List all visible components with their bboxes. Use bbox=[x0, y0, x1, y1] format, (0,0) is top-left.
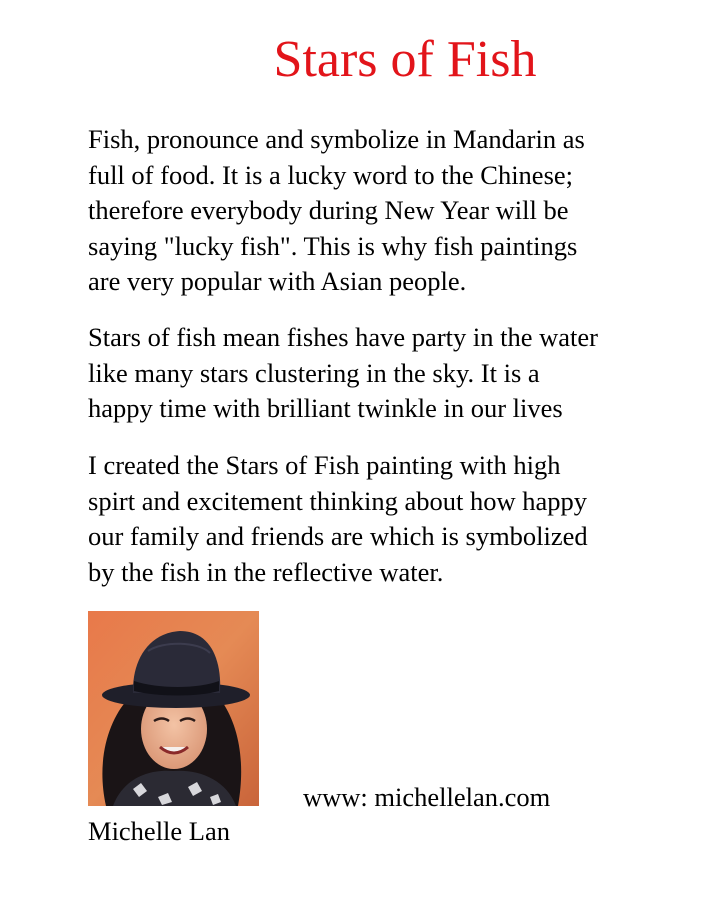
paragraph-line: therefore everybody during New Year will be bbox=[88, 195, 569, 225]
website-link[interactable]: www: michellelan.com bbox=[303, 782, 551, 812]
paragraph-line: happy time with brilliant twinkle in our lives bbox=[88, 393, 563, 423]
paragraph-line: Fish, pronounce and symbolize in Mandarin as bbox=[88, 124, 585, 154]
paragraph-line: full of food. It is a lucky word to the Chinese; bbox=[88, 159, 574, 190]
author-photo bbox=[88, 611, 259, 806]
paragraph-line: by the fish in the reflective water. bbox=[88, 556, 444, 587]
paragraph-line: spirt and excitement thinking about how happy bbox=[88, 485, 587, 516]
paragraph-1 bbox=[88, 122, 688, 300]
paragraph-2 bbox=[88, 320, 688, 427]
paragraph-line: I created the Stars of Fish painting with high bbox=[88, 450, 561, 480]
paragraph-line: Stars of fish mean fishes have party in the water bbox=[88, 322, 598, 352]
author-name: Michelle Lan bbox=[88, 816, 231, 846]
paragraph-3 bbox=[88, 448, 688, 590]
paragraph-line: saying "lucky fish". This is why fish paintings bbox=[88, 230, 578, 261]
paragraph-line: like many stars clustering in the sky. It is a bbox=[88, 357, 540, 388]
page-title: Stars of Fish bbox=[273, 31, 537, 88]
paragraph-line: are very popular with Asian people. bbox=[88, 266, 467, 296]
paragraph-line: our family and friends are which is symbolized bbox=[88, 521, 588, 551]
